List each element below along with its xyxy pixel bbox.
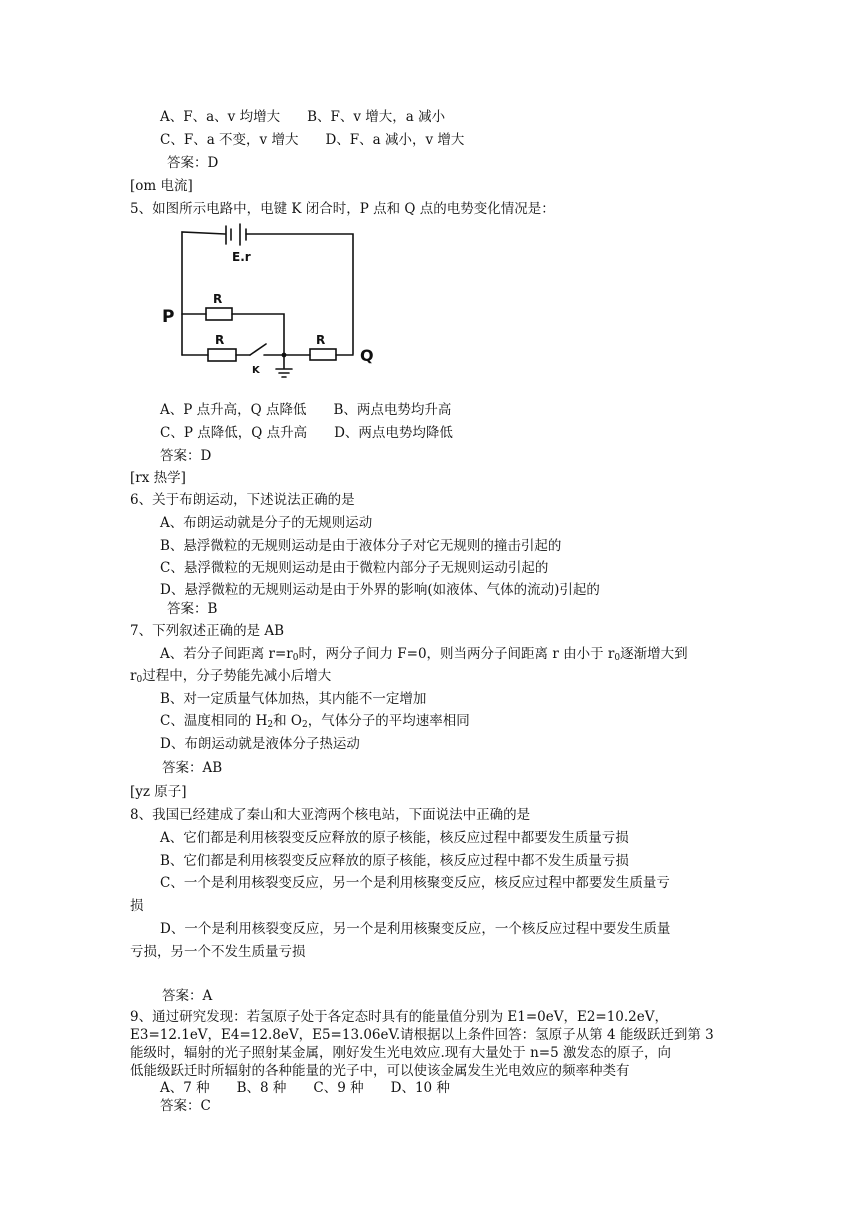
- q7-stem: 7、下列叙述正确的是 AB: [130, 623, 285, 639]
- q7-option-d: D、布朗运动就是液体分子热运动: [160, 736, 360, 752]
- section-tag-thermo: [rx 热学]: [130, 470, 186, 486]
- resistor-2-label: R: [215, 333, 225, 347]
- q9-options: A、7 种 B、8 种 C、9 种 D、10 种: [160, 1080, 450, 1096]
- q7-answer: 答案：AB: [162, 760, 223, 776]
- section-tag-atom: [yz 原子]: [130, 784, 187, 800]
- q6-option-d: D、悬浮微粒的无规则运动是由于外界的影响(如液体、气体的流动)引起的: [160, 582, 600, 598]
- q5-stem: 5、如图所示电路中，电键 K 闭合时，P 点和 Q 点的电势变化情况是：: [130, 201, 555, 217]
- q8-option-d-line2: 亏损，另一个不发生质量亏损: [130, 944, 306, 960]
- q9-answer: 答案：C: [160, 1098, 211, 1114]
- q6-option-b: B、悬浮微粒的无规则运动是由于液体分子对它无规则的撞击引起的: [160, 538, 562, 554]
- point-q-label: Q: [360, 346, 374, 365]
- q8-option-b: B、它们都是利用核裂变反应释放的原子核能，核反应过程中都不发生质量亏损: [160, 853, 629, 869]
- q9-stem-line4: 低能级跃迁时所辐射的各种能量的光子中，可以使该金属发生光电效应的频率种类有: [130, 1063, 630, 1079]
- q9-stem-line2: E3=12.1eV，E4=12.8eV，E5=13.06eV.请根据以上条件回答：氢原子从第 4 能级跃迁到第 3: [130, 1027, 714, 1043]
- q5-circuit-diagram: [160, 216, 390, 386]
- q6-option-a: A、布朗运动就是分子的无规则运动: [160, 515, 373, 531]
- q9-stem-line1: 9、通过研究发现：若氢原子处于各定态时具有的能量值分别为 E1=0eV，E2=10.2eV，: [130, 1009, 669, 1025]
- q4-answer: 答案：D: [167, 155, 219, 171]
- q8-option-c-line1: C、一个是利用核裂变反应，另一个是利用核聚变反应，核反应过程中都要发生质量亏: [160, 875, 670, 891]
- q8-stem: 8、我国已经建成了秦山和大亚湾两个核电站，下面说法中正确的是: [130, 807, 531, 823]
- point-p-label: P: [162, 307, 175, 327]
- q8-option-c-line2: 损: [130, 898, 144, 914]
- q4-options-ab: A、F、a、v 均增大 B、F、v 增大，a 减小: [160, 109, 446, 125]
- q8-option-a: A、它们都是利用核裂变反应释放的原子核能，核反应过程中都要发生质量亏损: [160, 830, 629, 846]
- q5-answer: 答案：D: [160, 448, 212, 464]
- q7-option-c: C、温度相同的 $H_2$和 $O_2$，气体分子的平均速率相同: [160, 713, 470, 730]
- q7-option-a-line1: A、若分子间距离 $r=r_0$时，两分子间力 F=0，则当两分子间距离 r 由小于 $r_0$逐渐增大到: [160, 646, 688, 663]
- resistor-1-label: R: [213, 292, 223, 306]
- q8-answer: 答案：A: [162, 988, 213, 1004]
- switch-k-label: K: [252, 365, 260, 376]
- q8-option-d-line1: D、一个是利用核裂变反应，另一个是利用核聚变反应，一个核反应过程中要发生质量: [160, 921, 671, 937]
- q6-answer: 答案：B: [167, 601, 218, 617]
- q5-options-ab: A、P 点升高，Q 点降低 B、两点电势均升高: [160, 402, 452, 418]
- q7-option-a-line2: $r_0$过程中，分子势能先减小后增大: [130, 668, 332, 685]
- q5-options-cd: C、P 点降低，Q 点升高 D、两点电势均降低: [160, 425, 453, 441]
- q6-option-c: C、悬浮微粒的无规则运动是由于微粒内部分子无规则运动引起的: [160, 560, 549, 576]
- q7-option-b: B、对一定质量气体加热，其内能不一定增加: [160, 691, 427, 707]
- q6-stem: 6、关于布朗运动，下述说法正确的是: [130, 492, 355, 508]
- resistor-3-label: R: [316, 333, 326, 347]
- q4-options-cd: C、F、a 不变，v 增大 D、F、a 减小，v 增大: [160, 132, 465, 148]
- section-tag-current: [om 电流]: [130, 178, 193, 194]
- battery-label: E.r: [232, 250, 251, 264]
- q9-stem-line3: 能级时，辐射的光子照射某金属，刚好发生光电效应.现有大量处于 n=5 激发态的原子，向: [130, 1045, 671, 1061]
